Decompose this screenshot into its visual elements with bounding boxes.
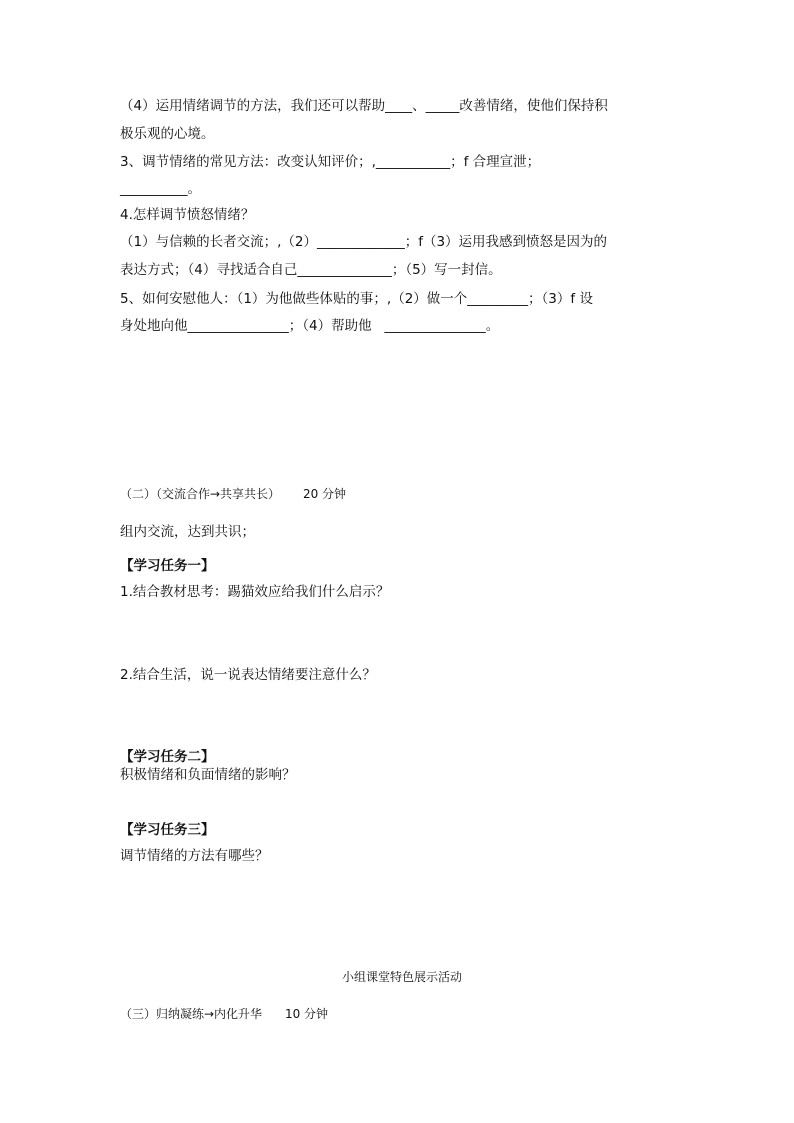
section-heading: （三）归纳凝练→内化升华 10 分钟 xyxy=(120,1007,329,1021)
task-title: 【学习任务一】 xyxy=(120,558,215,574)
task-question: 积极情绪和负面情绪的影响？ xyxy=(120,767,296,783)
question-heading: 4.怎样调节愤怒情绪？ xyxy=(120,207,255,223)
text-line: 表达方式；（4）寻找适合自己______________；（5）写一封信。 xyxy=(120,262,502,278)
activity-title: 小组课堂特色展示活动 xyxy=(342,970,463,984)
intro-text: 组内交流，达到共识； xyxy=(120,524,255,540)
section-heading: （二）（交流合作→共享共长） 20 分钟 xyxy=(120,487,347,501)
text-line: __________。 xyxy=(120,181,201,197)
task-title: 【学习任务三】 xyxy=(120,822,215,838)
task-question: 1.结合教材思考：踢猫效应给我们什么启示？ xyxy=(120,584,390,600)
text-line: （1）与信赖的长者交流；,（2）_____________；f（3）运用我感到愤怒是因为的 xyxy=(120,234,608,250)
task-question: 调节情绪的方法有哪些？ xyxy=(120,848,269,864)
text-line: 3、调节情绪的常见方法：改变认知评价；,___________；f 合理宣泄； xyxy=(120,154,541,170)
text-line: 身处地向他_______________；（4）帮助他 _______________。 xyxy=(120,318,500,334)
task-title: 【学习任务二】 xyxy=(120,749,215,765)
text-line: 极乐观的心境。 xyxy=(120,126,215,142)
text-line: 5、如何安慰他人：（1）为他做些体贴的事；,（2）做一个_________；（3）f 设 xyxy=(120,291,593,307)
text-line: （4）运用情绪调节的方法，我们还可以帮助____、_____改善情绪，使他们保持积 xyxy=(120,98,608,114)
task-question: 2.结合生活，说一说表达情绪要注意什么？ xyxy=(120,667,376,683)
